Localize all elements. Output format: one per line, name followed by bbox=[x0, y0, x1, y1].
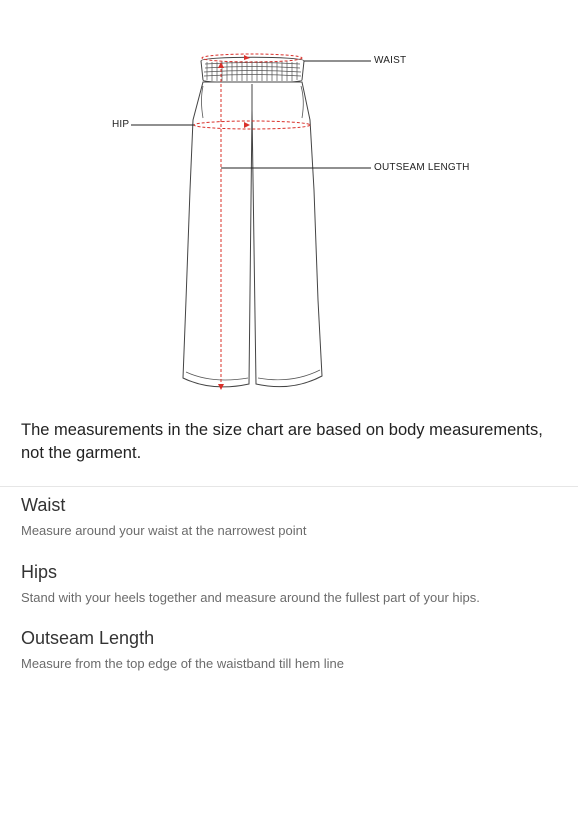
measurement-title: Hips bbox=[21, 562, 58, 582]
measurement-diagram bbox=[0, 0, 578, 410]
pants-illustration bbox=[0, 0, 578, 410]
measurement-title: Waist bbox=[21, 495, 66, 515]
hip-label: HIP bbox=[112, 119, 130, 130]
outseam-label: OUTSEAM LENGTH bbox=[374, 162, 470, 173]
pants-outline bbox=[183, 82, 322, 387]
measurement-title: Outseam Length bbox=[21, 628, 155, 648]
measurement-description: Measure around your waist at the narrowest point bbox=[21, 523, 307, 538]
measurement-item-waist bbox=[21, 494, 571, 540]
size-chart-note: The measurements in the size chart are based on body measurements, not the garment. bbox=[21, 421, 543, 462]
section-divider bbox=[0, 486, 578, 487]
measurement-description: Measure from the top edge of the waistband till hem line bbox=[21, 656, 345, 671]
measurement-description: Stand with your heels together and measure around the fullest part of your hips. bbox=[21, 590, 480, 605]
measurement-item-outseam bbox=[21, 627, 571, 673]
measurement-item-hips bbox=[21, 561, 571, 607]
waist-label: WAIST bbox=[374, 55, 407, 66]
